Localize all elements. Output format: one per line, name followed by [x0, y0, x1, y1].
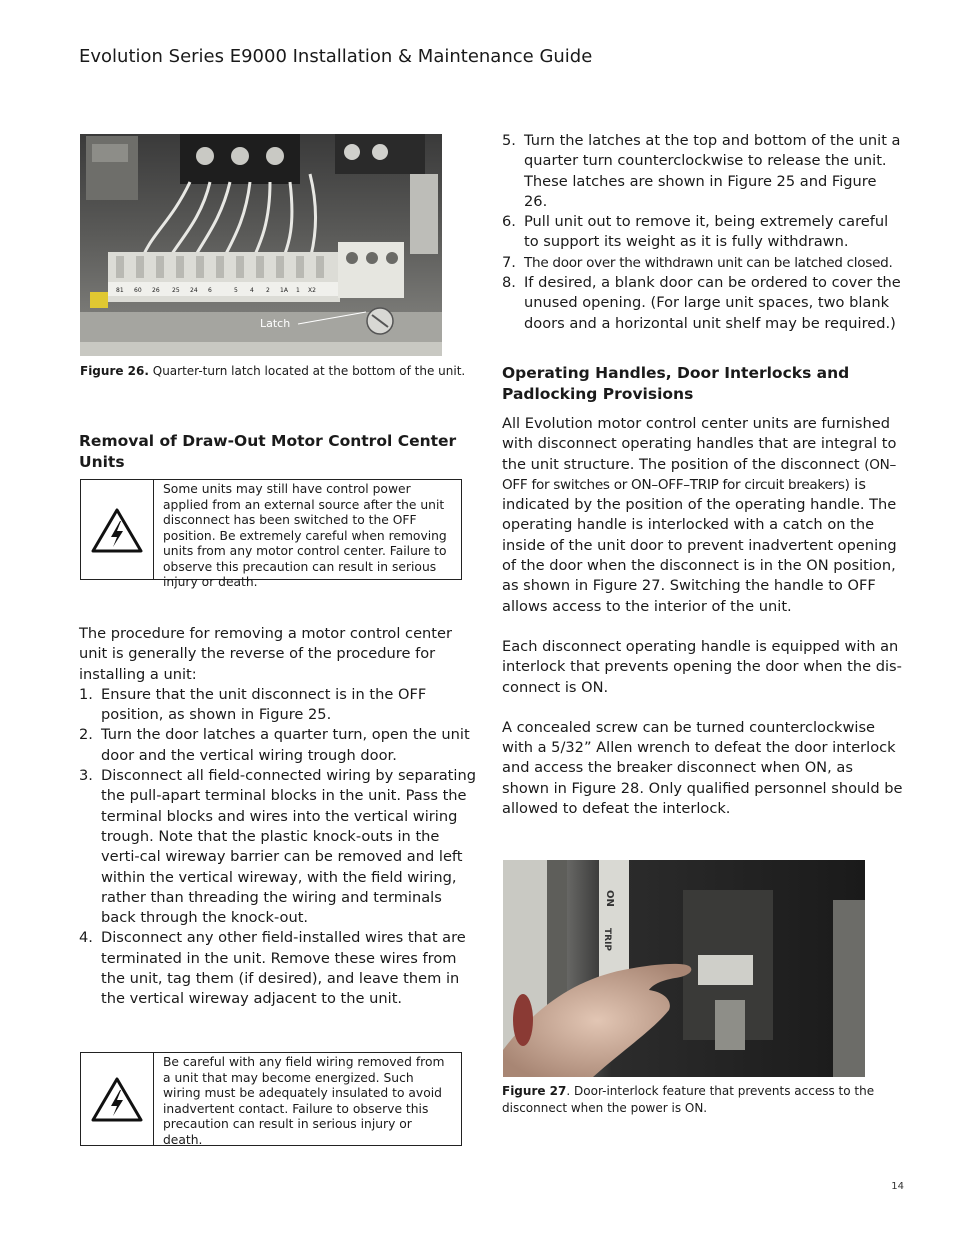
- step-number: 3.: [79, 767, 93, 785]
- removal-body: [79, 624, 481, 1010]
- list-item: [502, 273, 904, 334]
- figure-27-caption-text: . Door-interlock feature that prevents access to the disconnect when the power is ON.: [502, 1084, 875, 1115]
- electrical-hazard-icon: [90, 506, 144, 554]
- on-label: ON: [604, 890, 615, 907]
- figure-26-caption-text: Quarter-turn latch located at the bottom of the unit.: [148, 364, 466, 378]
- terminal-label: 24: [190, 287, 198, 294]
- warning-icon-cell: [81, 480, 154, 579]
- figure-27-illustration: [503, 860, 865, 1077]
- step-number: 6.: [502, 213, 516, 231]
- terminal-label: 1: [296, 287, 300, 294]
- terminal-label: 4: [250, 287, 254, 294]
- handles-body: [502, 414, 904, 819]
- handles-p1-part-a: All Evolution motor control center units are furnished with disconnect operating handles that are integral to the unit structure. The position of the disconnect: [502, 415, 897, 473]
- step-text: If desired, a blank door can be ordered to cover the unused opening. (For large unit spaces, two blank doors and a horizontal unit shelf may be required.): [524, 274, 901, 332]
- warning-box-1: [80, 479, 462, 589]
- handles-paragraph-3: A concealed screw can be turned counterclockwise with a 5/32” Allen wrench to defeat the door interlock and access the breaker disconnect when ON, as shown in Figure 28. Only qualified personnel should be allowed to defeat the interlock.: [502, 718, 903, 818]
- step-text: Pull unit out to remove it, being extremely careful to support its weight as it is fully withdrawn.: [524, 213, 889, 251]
- removal-intro: The procedure for removing a motor control center unit is generally the reverse of the procedure for installing a unit:: [79, 625, 453, 683]
- list-item: [79, 928, 481, 1009]
- step-text: Ensure that the unit disconnect is in the OFF position, as shown in Figure 25.: [101, 685, 427, 724]
- step-number: 2.: [79, 726, 93, 744]
- step-text: Turn the door latches a quarter turn, open the unit door and the vertical wiring trough door.: [101, 726, 470, 764]
- handles-paragraph-1: [502, 414, 904, 617]
- list-item: [502, 212, 904, 253]
- step-number: 1.: [79, 685, 93, 703]
- step-text: Disconnect all field-connected wiring by separating the pull-apart terminal blocks in the unit. Pass the terminal blocks and wires into the vertical wiring trough. Note that the plastic knock-outs in the verti-cal wireway barrier can be removed and left within the vertical wireway, with the field wiring, rather than threading the wiring and terminals back through the knock-out.: [101, 767, 476, 927]
- terminal-label: 2: [266, 287, 270, 294]
- list-item: [79, 685, 481, 726]
- warning-icon-cell: [81, 1053, 154, 1145]
- terminal-label: X2: [308, 287, 316, 294]
- trip-label: TRIP: [602, 928, 612, 952]
- handles-p1-part-c: is indicated by the position of the operating handle. The operating handle is interlocked with a catch on the inside of the unit door to prevent inadvertent opening of the door when the disconnect is in the ON position, as shown in Figure 27. Switching the handle to OFF allows access to the interior of the unit.: [502, 475, 897, 615]
- figure-26-label: Figure 26.: [80, 364, 149, 378]
- handles-p1-part-b: (ON–OFF for switches or ON–OFF–TRIP for circuit breakers): [502, 456, 897, 493]
- list-item: [502, 253, 904, 273]
- figure-26-caption: [80, 363, 480, 380]
- terminal-label: 5: [234, 287, 238, 294]
- step-number: 5.: [502, 132, 516, 149]
- step-text: Turn the latches at the top and bottom of the unit a quarter turn counterclockwise to release the unit. These latches are shown in Figure 25 and Figure 26.: [524, 132, 901, 210]
- electrical-hazard-icon: [90, 1075, 144, 1123]
- list-item: [502, 131, 904, 212]
- removal-heading: Removal of Draw-Out Motor Control Center Units: [79, 432, 457, 471]
- handles-heading: Operating Handles, Door Interlocks and Padlocking Provisions: [502, 364, 850, 403]
- figure-27-caption: [502, 1083, 882, 1117]
- list-item: [79, 766, 481, 928]
- warning-box-2: [80, 1052, 462, 1146]
- warning-text-2: Be careful with any field wiring removed from a unit that may become energized. Such wiring must be adequately insulated to avoid inadvertent contact. Failure to observe this precaution can result in serious injury or death.: [163, 1055, 445, 1147]
- terminal-label: 81: [116, 287, 124, 294]
- figure-26-illustration: [80, 134, 442, 356]
- terminal-label: 60: [134, 287, 142, 294]
- page-number: 14: [891, 1181, 904, 1192]
- page-header-title: Evolution Series E9000 Installation & Maintenance Guide: [79, 46, 593, 67]
- figure-26-photo: [80, 134, 442, 356]
- step-number: 4.: [79, 929, 93, 947]
- latch-callout-label: Latch: [260, 317, 291, 330]
- warning-text-1: Some units may still have control power applied from an external source after the unit disconnect has been switched to the OFF position. Be extremely careful when removing units from any motor control center. Failure to observe this precaution can result in serious injury or death.: [163, 482, 447, 589]
- figure-27-label: Figure 27: [502, 1084, 567, 1098]
- step-text: The door over the withdrawn unit can be latched closed.: [524, 254, 893, 271]
- step-number: 8.: [502, 274, 516, 292]
- terminal-label: 6: [208, 287, 212, 294]
- step-number: 7.: [502, 253, 516, 271]
- figure-27-photo: [503, 860, 865, 1077]
- steps-continued-list: [502, 131, 904, 334]
- terminal-label: 26: [152, 287, 160, 294]
- step-text: Disconnect any other field-installed wires that are terminated in the unit. Remove these wires from the unit, tag them (if desired), and leave them in the vertical wireway adjacent to the unit.: [101, 929, 466, 1008]
- handles-paragraph-2: Each disconnect operating handle is equipped with an interlock that prevents opening the door when the dis-connect is ON.: [502, 637, 902, 696]
- removal-steps-list: [79, 685, 481, 1010]
- list-item: [79, 725, 481, 766]
- terminal-label: 25: [172, 287, 180, 294]
- terminal-label: 1A: [280, 287, 288, 294]
- steps-continued: [502, 131, 904, 334]
